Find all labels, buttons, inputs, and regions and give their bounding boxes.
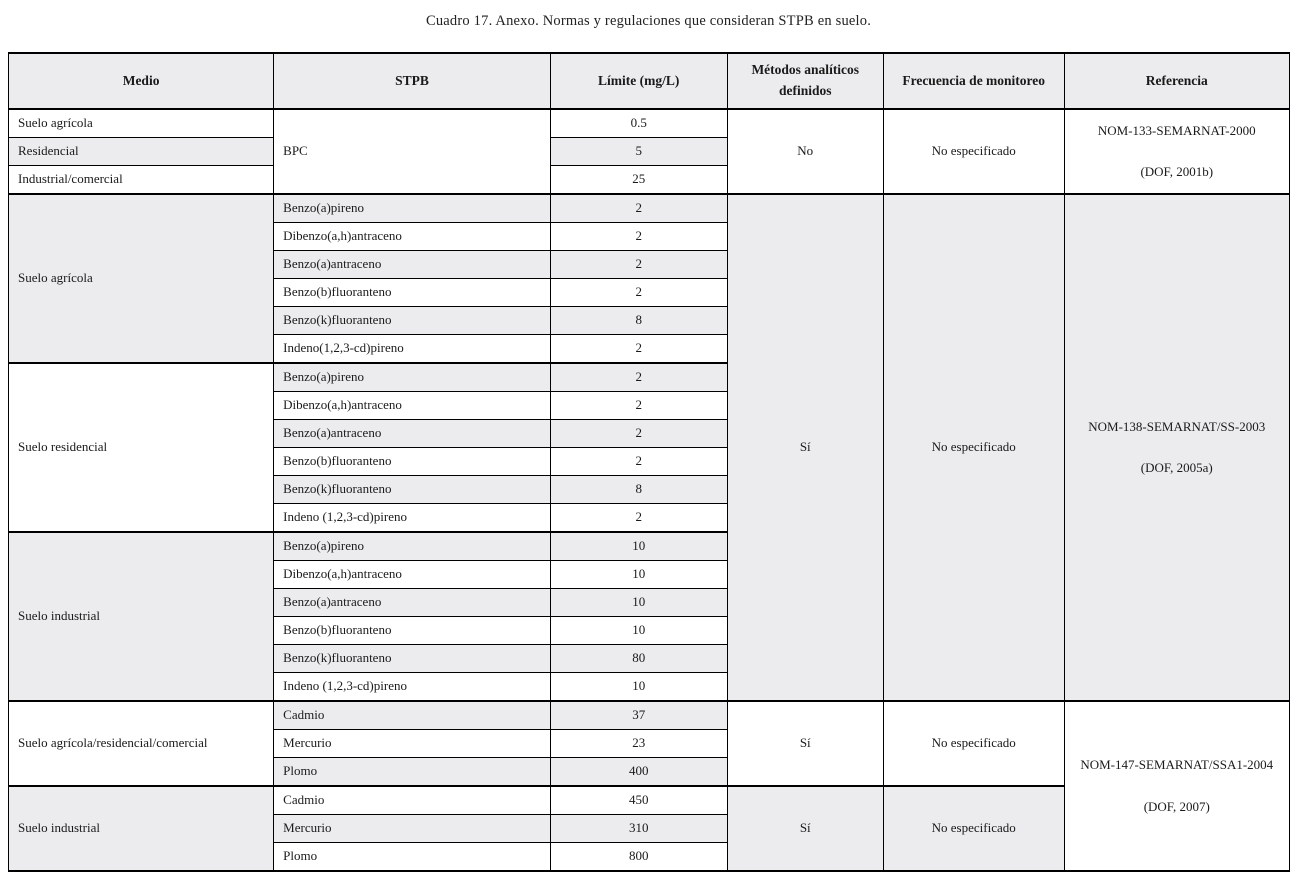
limite-cell: 5 <box>550 138 727 166</box>
stpb-cell: Plomo <box>274 758 551 787</box>
metodos-cell: Sí <box>727 786 883 871</box>
limite-cell: 2 <box>550 363 727 392</box>
column-header: Métodos analíticos definidos <box>727 53 883 109</box>
limite-cell: 310 <box>550 815 727 843</box>
stpb-cell: Benzo(a)antraceno <box>274 589 551 617</box>
reference-line: (DOF, 2001b) <box>1140 164 1214 179</box>
column-header: Referencia <box>1064 53 1290 109</box>
table-body <box>9 109 1290 871</box>
medio-cell: Suelo agrícola <box>9 194 274 363</box>
medio-cell: Suelo industrial <box>9 532 274 701</box>
frecuencia-cell: No especificado <box>883 194 1064 701</box>
stpb-cell: Cadmio <box>274 786 551 815</box>
stpb-cell: Benzo(a)pireno <box>274 532 551 561</box>
frecuencia-cell: No especificado <box>883 701 1064 786</box>
column-header: Frecuencia de monitoreo <box>883 53 1064 109</box>
limite-cell: 2 <box>550 279 727 307</box>
stpb-cell: Dibenzo(a,h)antraceno <box>274 223 551 251</box>
referencia-cell <box>1064 109 1290 194</box>
header-row <box>9 53 1290 109</box>
limite-cell: 2 <box>550 504 727 533</box>
table-row <box>9 701 1290 730</box>
reference-line: NOM-133-SEMARNAT-2000 <box>1097 122 1256 138</box>
stpb-cell: Benzo(k)fluoranteno <box>274 307 551 335</box>
medio-cell: Suelo residencial <box>9 363 274 532</box>
table-caption: Cuadro 17. Anexo. Normas y regulaciones que consideran STPB en suelo. <box>425 13 872 29</box>
limite-cell: 10 <box>550 589 727 617</box>
limite-cell: 2 <box>550 420 727 448</box>
limite-cell: 25 <box>550 166 727 195</box>
medio-cell: Suelo industrial <box>9 786 274 871</box>
limite-cell: 8 <box>550 476 727 504</box>
limite-cell: 450 <box>550 786 727 815</box>
limite-cell: 37 <box>550 701 727 730</box>
stpb-cell: Benzo(a)antraceno <box>274 251 551 279</box>
stpb-cell: Benzo(b)fluoranteno <box>274 617 551 645</box>
stpb-cell: BPC <box>274 109 551 194</box>
limite-cell: 2 <box>550 223 727 251</box>
limite-cell: 2 <box>550 392 727 420</box>
table-header <box>9 53 1290 109</box>
stpb-cell: Benzo(b)fluoranteno <box>274 279 551 307</box>
limite-cell: 10 <box>550 617 727 645</box>
metodos-cell: No <box>727 109 883 194</box>
medio-cell: Residencial <box>9 138 274 166</box>
medio-cell: Suelo agrícola/residencial/comercial <box>9 701 274 786</box>
frecuencia-cell: No especificado <box>883 786 1064 871</box>
stpb-cell: Indeno (1,2,3-cd)pireno <box>274 504 551 533</box>
limite-cell: 10 <box>550 673 727 702</box>
limite-cell: 2 <box>550 251 727 279</box>
stpb-cell: Benzo(k)fluoranteno <box>274 476 551 504</box>
limite-cell: 8 <box>550 307 727 335</box>
limite-cell: 0.5 <box>550 109 727 138</box>
referencia-cell <box>1064 701 1290 871</box>
stpb-cell: Mercurio <box>274 730 551 758</box>
limite-cell: 2 <box>550 194 727 223</box>
referencia-cell <box>1064 194 1290 701</box>
limite-cell: 23 <box>550 730 727 758</box>
stpb-cell: Cadmio <box>274 701 551 730</box>
metodos-cell: Sí <box>727 194 883 701</box>
stpb-cell: Mercurio <box>274 815 551 843</box>
stpb-cell: Indeno(1,2,3-cd)pireno <box>274 335 551 364</box>
limite-cell: 10 <box>550 532 727 561</box>
column-header: Límite (mg/L) <box>550 53 727 109</box>
reference-line: (DOF, 2005a) <box>1140 460 1213 475</box>
table-row <box>9 194 1290 223</box>
stpb-cell: Dibenzo(a,h)antraceno <box>274 392 551 420</box>
stpb-cell: Benzo(b)fluoranteno <box>274 448 551 476</box>
regulations-table <box>8 52 1290 872</box>
reference-line: NOM-147-SEMARNAT/SSA1-2004 <box>1080 757 1274 773</box>
stpb-cell: Benzo(a)pireno <box>274 363 551 392</box>
stpb-cell: Indeno (1,2,3-cd)pireno <box>274 673 551 702</box>
stpb-cell: Benzo(k)fluoranteno <box>274 645 551 673</box>
column-header: Medio <box>9 53 274 109</box>
stpb-cell: Plomo <box>274 843 551 872</box>
reference-line: NOM-138-SEMARNAT/SS-2003 <box>1088 418 1266 434</box>
stpb-cell: Dibenzo(a,h)antraceno <box>274 561 551 589</box>
stpb-cell: Benzo(a)antraceno <box>274 420 551 448</box>
table-row <box>9 109 1290 138</box>
limite-cell: 800 <box>550 843 727 872</box>
stpb-cell: Benzo(a)pireno <box>274 194 551 223</box>
limite-cell: 400 <box>550 758 727 787</box>
limite-cell: 2 <box>550 335 727 364</box>
frecuencia-cell: No especificado <box>883 109 1064 194</box>
reference-line: (DOF, 2007) <box>1143 798 1210 814</box>
medio-cell: Suelo agrícola <box>9 109 274 138</box>
metodos-cell: Sí <box>727 701 883 786</box>
limite-cell: 80 <box>550 645 727 673</box>
medio-cell: Industrial/comercial <box>9 166 274 195</box>
column-header: STPB <box>274 53 551 109</box>
limite-cell: 10 <box>550 561 727 589</box>
limite-cell: 2 <box>550 448 727 476</box>
